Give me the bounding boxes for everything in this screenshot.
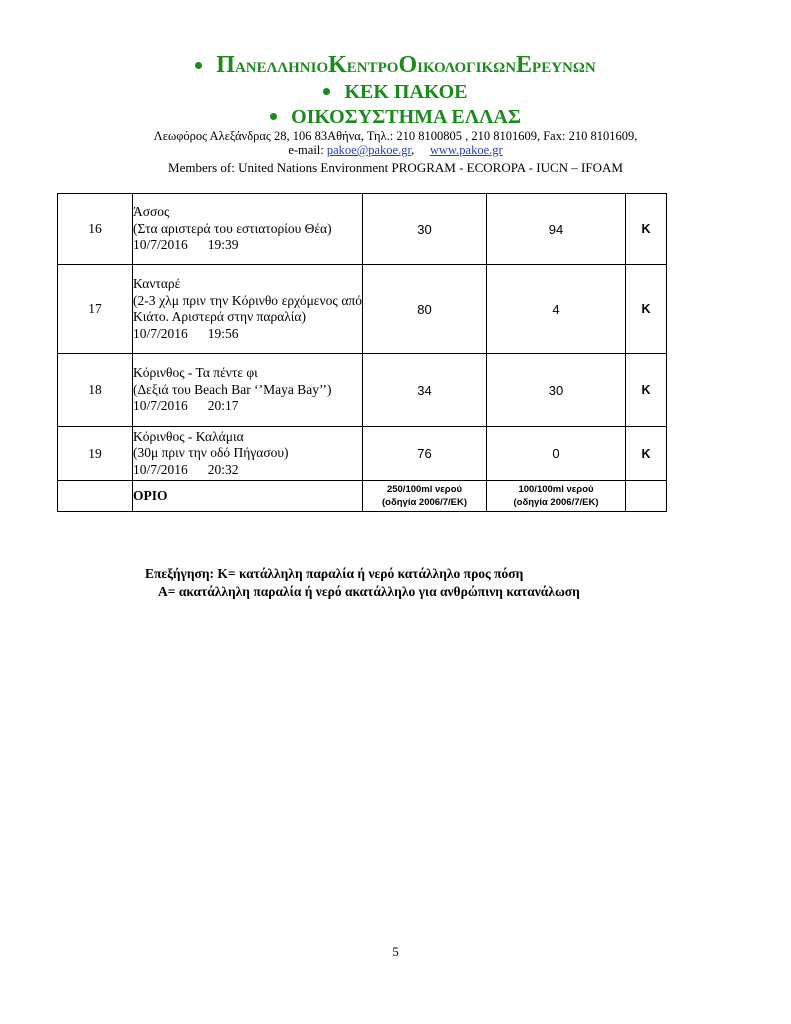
org-word-3-rest: ΙΚΟΛΟΓΙΚΩΝ [417,60,517,76]
limit-label: ΟΡΙΟ [133,481,363,512]
sample-time: 20:32 [207,461,239,477]
sample-time: 20:17 [207,398,239,414]
bullet-icon [270,113,277,120]
value2-cell: 30 [487,354,626,427]
table-row [58,194,667,265]
value2-cell: 0 [487,427,626,481]
sample-datetime [133,398,362,415]
location-cell [133,265,363,354]
location-cell [133,427,363,481]
org-word-1-initial: Π [216,52,235,78]
status-cell: Κ [626,265,667,354]
location-detail: (30μ πριν την οδό Πήγασου) [133,445,289,461]
org-word-4-rest: ΡΕΥΝΩΝ [532,60,596,76]
sample-date: 10/7/2016 [133,398,188,414]
limit2-value: 100/100ml νερού [518,484,594,495]
bullet-icon [195,62,202,69]
location-name: Κόρινθος - Τα πέντε φι [133,365,258,381]
limit2-directive: (οδηγία 2006/7/ΕΚ) [513,497,599,508]
status-cell: Κ [626,427,667,481]
location-detail: (2-3 χλμ πριν την Κόρινθο ερχόμενος από Κιάτο. Αριστερά στην παραλία) [133,292,362,324]
status-cell: Κ [626,354,667,427]
limit1-cell [363,481,487,512]
row-number: 18 [58,354,133,427]
org-name-heading [0,52,791,79]
limit-empty-cell [58,481,133,512]
limit1-value: 250/100ml νερού [386,484,463,495]
location-name: Άσσος [133,204,170,220]
org-word-4-initial: Ε [516,52,533,78]
sample-datetime [133,462,362,479]
sample-date: 10/7/2016 [133,325,188,341]
limit2-cell [487,481,626,512]
row-number: 17 [58,265,133,354]
explanation-line-1: Επεξήγηση: Κ= κατάλληλη παραλία ή νερό κατάλληλο προς πόση [145,566,524,581]
org-word-3-initial: Ο [398,52,418,78]
value1-cell: 34 [363,354,487,427]
value1-cell: 80 [363,265,487,354]
sample-time: 19:39 [207,237,239,253]
value1-cell: 76 [363,427,487,481]
members-line: Members of: United Nations Environment PROGRAM - ECOROPA - IUCN – IFOAM [168,160,623,175]
kek-heading [0,81,791,104]
sample-date: 10/7/2016 [133,237,188,253]
email-link[interactable]: pakoe@pakoe.gr [326,143,412,157]
results-table [57,193,667,512]
table-row [58,427,667,481]
location-detail: (Δεξιά του Beach Bar ‘’Maya Bay’’) [133,381,332,397]
kek-heading-text: ΚΕΚ ΠΑΚΟΕ [344,81,468,103]
email-label: e-mail: [288,143,324,157]
value2-cell: 94 [487,194,626,265]
sample-datetime [133,237,362,254]
ecosystem-heading-text: ΟΙΚΟΣΥΣΤΗΜΑ ΕΛΛΑΣ [291,106,521,128]
sample-datetime [133,326,362,343]
contact-line [0,143,791,158]
location-name: Κόρινθος - Καλάμια [133,428,244,444]
table-row [58,354,667,427]
page-number: 5 [392,944,399,959]
location-detail: (Στα αριστερά του εστιατορίου Θέα) [133,220,332,236]
limit-row [58,481,667,512]
table-row [58,265,667,354]
value1-cell: 30 [363,194,487,265]
limit1-directive: (οδηγία 2006/7/ΕΚ) [382,497,467,508]
website-link[interactable]: www.pakoe.gr [429,143,503,157]
location-cell [133,194,363,265]
ecosystem-heading [0,106,791,129]
bullet-icon [323,88,330,95]
sample-date: 10/7/2016 [133,461,188,477]
explanation-line-2: Α= ακατάλληλη παραλία ή νερό ακατάλληλο για ανθρώπινη κατανάλωση [158,584,580,599]
location-cell [133,354,363,427]
row-number: 19 [58,427,133,481]
row-number: 16 [58,194,133,265]
limit-status-empty-cell [626,481,667,512]
org-word-1-rest: ΑΝΕΛΛΗΝΙΟ [234,60,329,76]
location-name: Κανταρέ [133,276,181,291]
org-word-2-rest: ΕΝΤΡΟ [346,60,399,76]
sample-time: 19:56 [207,325,239,341]
contact-separator: , [411,143,415,157]
value2-cell: 4 [487,265,626,354]
status-cell: Κ [626,194,667,265]
org-word-2-initial: Κ [328,52,347,78]
address-line: Λεωφόρος Αλεξάνδρας 28, 106 83Αθήνα, Τηλ.: 210 8100805 , 210 8101609, Fax: 210 8101609, [153,129,638,143]
